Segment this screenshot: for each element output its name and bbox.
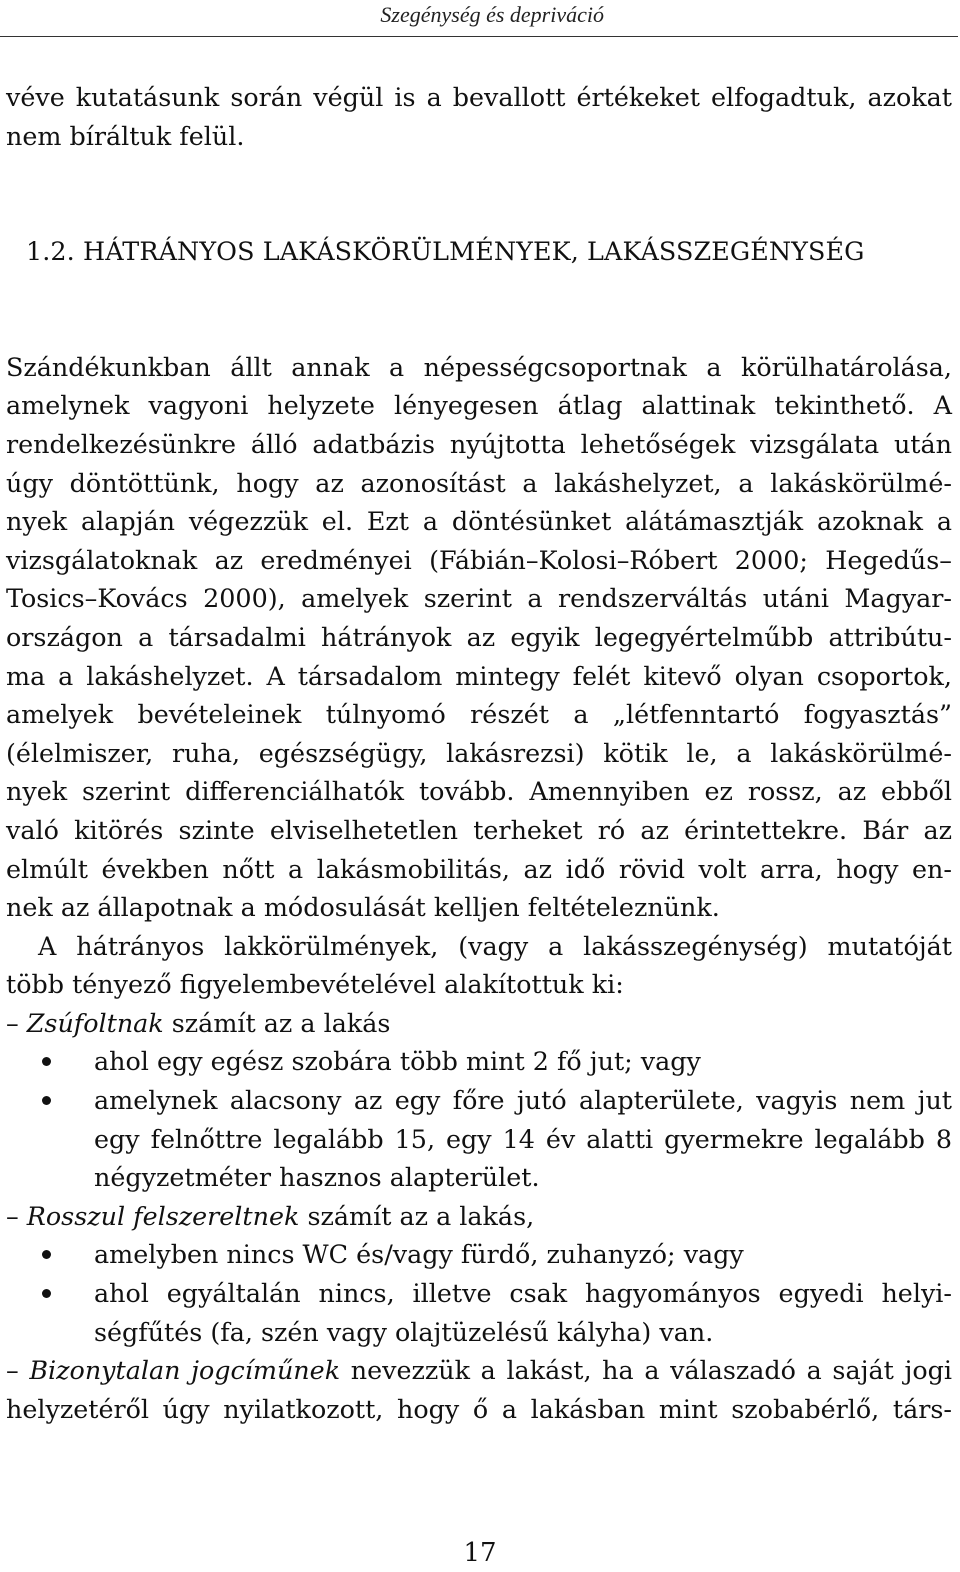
bullet-icon: [6, 1042, 94, 1081]
list-item: [6, 1081, 952, 1197]
criterion-term: Zsúfoltnak: [26, 1007, 164, 1038]
text-line: véve kutatásunk során végül is a bevallott értékeket elfogadtuk, azokat: [6, 82, 952, 112]
text-line: amelyben nincs WC és/vagy fürdő, zuhanyzó; vagy: [94, 1239, 744, 1270]
text-line: nek az állapotnak a módosulását kelljen feltételeznünk.: [6, 892, 720, 923]
criterion-heading: [6, 1004, 952, 1043]
text-line: ahol egyáltalán nincs, illetve csak hagyományos egyedi helyi-: [94, 1278, 952, 1309]
paragraph-indicator: [6, 927, 952, 1004]
text-line: Szándékunkban állt annak a népességcsoportnak a körülhatárolása,: [6, 351, 952, 382]
text-line: nyek szerint differenciálhatók tovább. Amennyiben ez rossz, az ebből: [6, 776, 952, 807]
text-line: amelyek bevételeinek túlnyomó részét a „létfenntartó fogyasztás”: [6, 699, 952, 730]
text-line: úgy döntöttünk, hogy az azonosítást a lakáshelyzet, a lakáskörülmé-: [6, 467, 952, 498]
criterion-term: Rosszul felszereltnek: [26, 1200, 300, 1231]
criterion-rest: nevezzük a lakást, ha a válaszadó a saját jogi: [340, 1355, 952, 1386]
text-line: [6, 1351, 952, 1390]
page-number: 17: [463, 1538, 497, 1568]
text-line: nyek alapján végezzük el. Ezt a döntésünket alátámasztják azoknak a: [6, 506, 952, 537]
text-line: egy felnőttre legalább 15, egy 14 év alatti gyermekre legalább 8: [94, 1123, 952, 1154]
dash-marker: –: [6, 1355, 19, 1386]
criterion-heading: [6, 1197, 952, 1236]
paragraph-housing-poverty: [6, 348, 952, 927]
list-item: [6, 1274, 952, 1351]
criterion-poorly-equipped: [6, 1197, 952, 1351]
text-line: amelynek vagyoni helyzete lényegesen átlag alattinak tekinthető. A: [6, 390, 952, 421]
bullet-icon: [6, 1274, 94, 1313]
text-line: országon a társadalmi hátrányok az egyik legegyértelműbb attribútu-: [6, 621, 952, 652]
header-rule: [0, 36, 958, 37]
bullet-icon: [6, 1235, 94, 1274]
text-line: ségfűtés (fa, szén vagy olajtüzelésű kályha) van.: [94, 1316, 714, 1347]
text-line: (élelmiszer, ruha, egészségügy, lakásrezsi) kötik le, a lakáskörülmé-: [6, 737, 952, 768]
text-line: több tényező figyelembevételével alakítottuk ki:: [6, 969, 624, 1000]
text-line: rendelkezésünkre álló adatbázis nyújtotta lehetőségek vizsgálata után: [6, 428, 952, 459]
text-line: való kitörés szinte elviselhetetlen terheket ró az érintettekre. Bár az: [6, 814, 952, 845]
text-line: amelynek alacsony az egy főre jutó alapterülete, vagyis nem jut: [94, 1085, 952, 1116]
criterion-crowded: [6, 1004, 952, 1197]
criterion-rest: számít az a lakás,: [299, 1200, 535, 1231]
page-body: [6, 78, 952, 1428]
text-line: négyzetméter hasznos alapterület.: [94, 1162, 540, 1193]
bullet-icon: [6, 1081, 94, 1120]
dash-marker: –: [6, 1007, 19, 1038]
text-line: nem bíráltuk felül.: [6, 120, 245, 151]
text-line: A hátrányos lakkörülmények, (vagy a lakásszegénység) mutatóját: [38, 930, 952, 961]
dash-marker: –: [6, 1200, 19, 1231]
criterion-rest: számít az a lakás: [163, 1007, 391, 1038]
intro-paragraph: [6, 78, 952, 155]
text-line: helyzetéről úgy nyilatkozott, hogy ő a lakásban mint szobabérlő, társ-: [6, 1393, 952, 1424]
running-title: Szegénység és depriváció: [380, 2, 604, 27]
text-line: ma a lakáshelyzet. A társadalom mintegy felét kitevő olyan csoportok,: [6, 660, 952, 691]
text-line: Tosics–Kovács 2000), amelyek szerint a rendszerváltás utáni Magyar-: [6, 583, 952, 614]
section-heading: 1.2. HÁTRÁNYOS LAKÁSKÖRÜLMÉNYEK, LAKÁSSZEGÉNYSÉG: [26, 236, 865, 267]
text-line: elmúlt években nőtt a lakásmobilitás, az idő rövid volt arra, hogy en-: [6, 853, 952, 884]
criterion-term: Bizonytalan jogcíműnek: [29, 1355, 341, 1386]
list-item: [6, 1235, 952, 1274]
text-line: ahol egy egész szobára több mint 2 fő jut; vagy: [94, 1046, 701, 1077]
list-item: [6, 1042, 952, 1081]
text-line: vizsgálatoknak az eredményei (Fábián–Kolosi–Róbert 2000; Hegedűs–: [6, 544, 952, 575]
criterion-uncertain-title: [6, 1351, 952, 1428]
